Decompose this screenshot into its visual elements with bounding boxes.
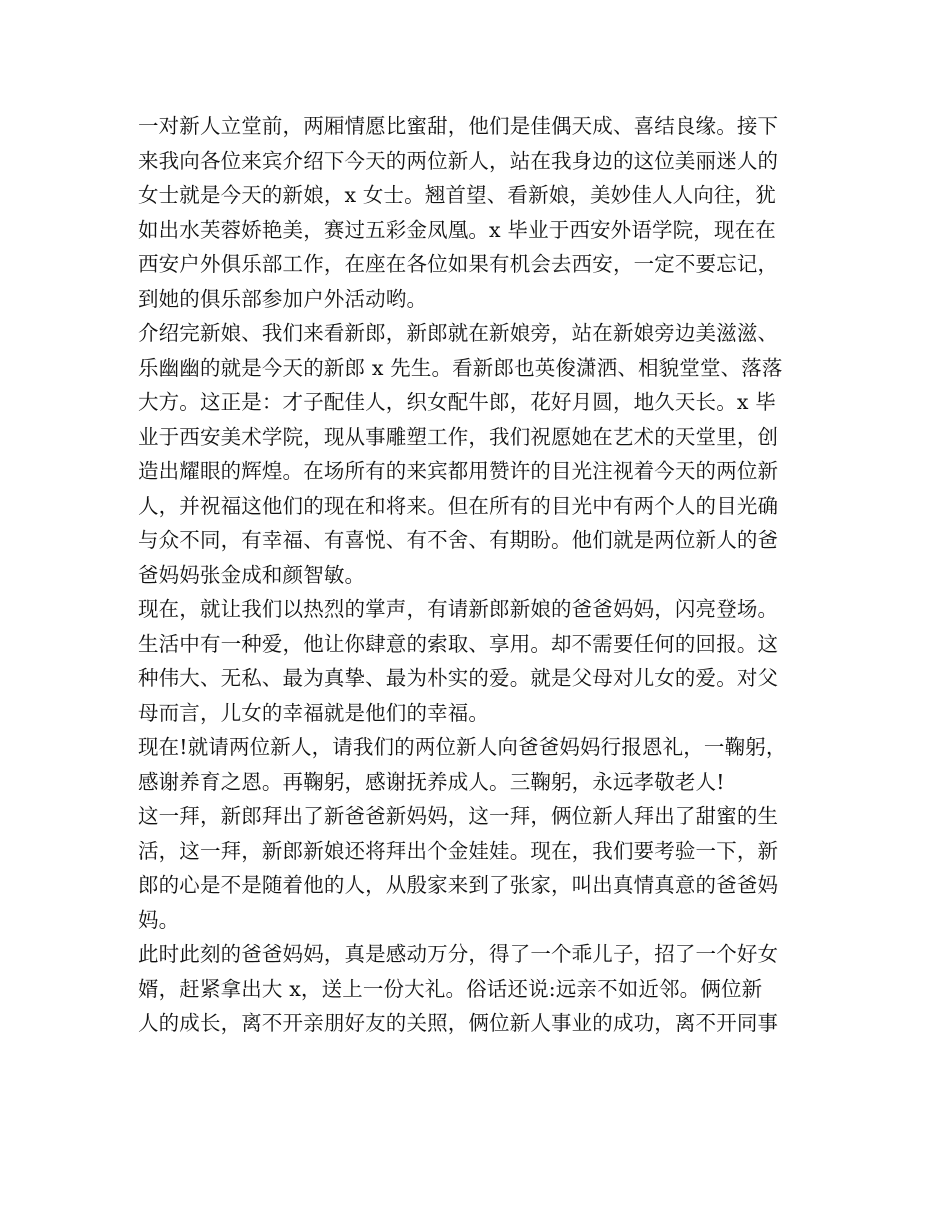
text-line: 生活中有一种爱，他让你肆意的索取、享用。却不需要任何的回报。这	[138, 631, 779, 656]
text-line: 如出水芙蓉娇艳美，赛过五彩金凤凰。x 毕业于西安外语学院，现在在	[138, 217, 776, 242]
text-line: 妈。	[138, 907, 180, 932]
text-line: 人，并祝福这他们的现在和将来。但在所有的目光中有两个人的目光确	[138, 493, 779, 518]
text-line: 来我向各位来宾介绍下今天的两位新人，站在我身边的这位美丽迷人的	[138, 148, 779, 173]
text-line: 这一拜，新郎拜出了新爸爸新妈妈，这一拜，俩位新人拜出了甜蜜的生	[138, 804, 779, 828]
text-line: 现在!就请两位新人，请我们的两位新人向爸爸妈妈行报恩礼，一鞠躬，	[138, 735, 787, 759]
text-line: 业于西安美术学院，现从事雕塑工作，我们祝愿她在艺术的天堂里，创	[138, 424, 779, 449]
text-line: 婿，赶紧拿出大 x，送上一份大礼。俗话还说:远亲不如近邻。俩位新	[138, 976, 763, 1001]
text-line: 感谢养育之恩。再鞠躬，感谢抚养成人。三鞠躬，永远孝敬老人!	[138, 769, 725, 794]
text-line: 西安户外俱乐部工作，在座在各位如果有机会去西安，一定不要忘记，	[138, 252, 779, 276]
text-line: 人的成长，离不开亲朋好友的关照，俩位新人事业的成功，离不开同事	[138, 1011, 779, 1035]
text-line: 大方。这正是：才子配佳人，织女配牛郎，花好月圆，地久天长。x 毕	[138, 390, 776, 414]
text-line: 与众不同，有幸福、有喜悦、有不舍、有期盼。他们就是两位新人的爸	[138, 528, 779, 552]
text-line: 介绍完新娘、我们来看新郎，新郎就在新娘旁，站在新娘旁边美滋滋、	[138, 321, 779, 345]
text-line: 到她的俱乐部参加户外活动哟。	[138, 286, 428, 311]
text-line: 女士就是今天的新娘，x 女士。翘首望、看新娘，美妙佳人人向往，犹	[138, 183, 776, 207]
text-line: 此时此刻的爸爸妈妈，真是感动万分，得了一个乖儿子，招了一个好女	[138, 942, 779, 966]
text-line: 造出耀眼的辉煌。在场所有的来宾都用赞许的目光注视着今天的两位新	[138, 459, 779, 483]
text-line: 现在，就让我们以热烈的掌声，有请新郎新娘的爸爸妈妈，闪亮登场。	[138, 597, 779, 621]
text-line: 乐幽幽的就是今天的新郎 x 先生。看新郎也英俊潇洒、相貌堂堂、落落	[138, 355, 783, 380]
text-line: 一对新人立堂前，两厢情愿比蜜甜，他们是佳偶天成、喜结良缘。接下	[138, 114, 779, 138]
text-line: 郎的心是不是随着他的人，从殷家来到了张家，叫出真情真意的爸爸妈	[138, 873, 779, 897]
text-line: 活，这一拜，新郎新娘还将拜出个金娃娃。现在，我们要考验一下，新	[138, 838, 779, 863]
text-line: 爸妈妈张金成和颜智敏。	[138, 562, 366, 587]
text-line: 种伟大、无私、最为真挚、最为朴实的爱。就是父母对儿女的爱。对父	[138, 666, 779, 690]
document-body-text	[138, 109, 828, 1041]
text-line: 母而言，儿女的幸福就是他们的幸福。	[138, 700, 490, 725]
